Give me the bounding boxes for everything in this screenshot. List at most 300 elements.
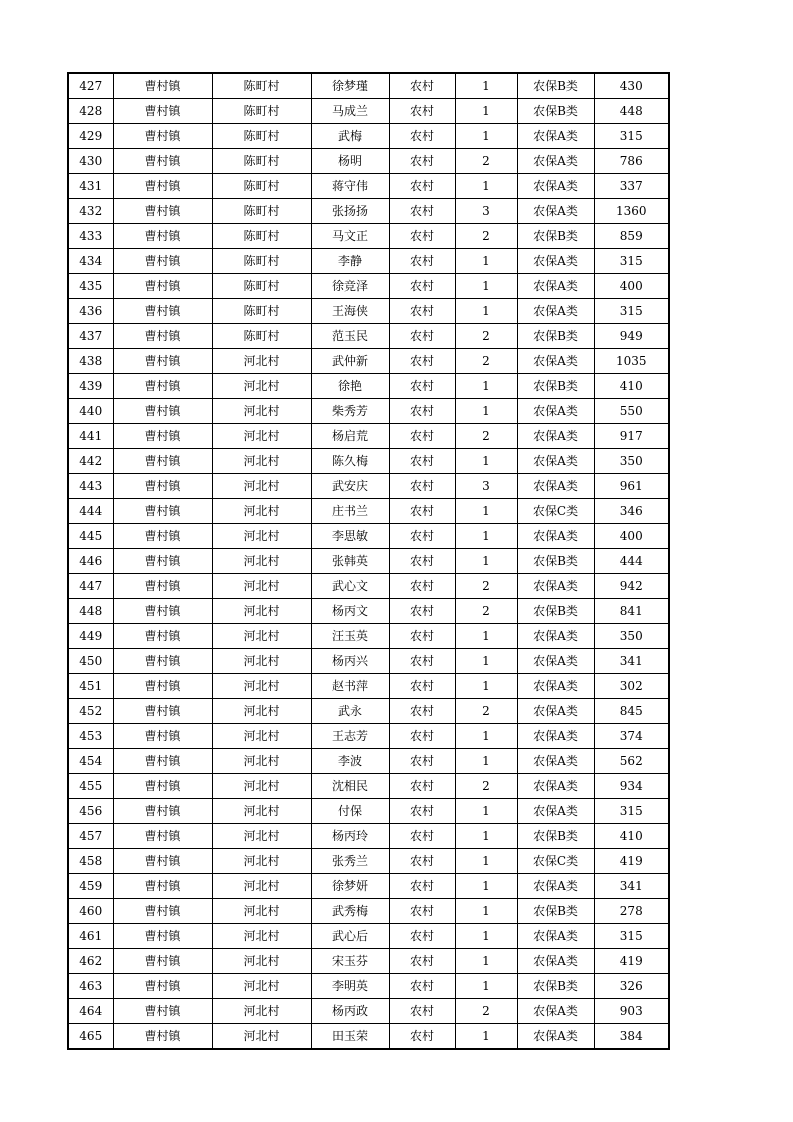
row-number-cell: 443 <box>68 474 113 499</box>
table-row <box>68 299 669 324</box>
town-cell: 曹村镇 <box>113 899 212 924</box>
table-row <box>68 624 669 649</box>
amount-cell: 942 <box>594 574 669 599</box>
town-cell: 曹村镇 <box>113 374 212 399</box>
amount-cell: 430 <box>594 73 669 99</box>
name-cell: 张韩英 <box>311 549 389 574</box>
amount-cell: 841 <box>594 599 669 624</box>
row-number-cell: 446 <box>68 549 113 574</box>
town-cell: 曹村镇 <box>113 849 212 874</box>
area-type-cell: 农村 <box>389 624 455 649</box>
insurance-category-cell: 农保A类 <box>517 124 594 149</box>
name-cell: 李思敏 <box>311 524 389 549</box>
village-cell: 陈町村 <box>212 199 311 224</box>
insurance-category-cell: 农保B类 <box>517 549 594 574</box>
village-cell: 河北村 <box>212 624 311 649</box>
row-number-cell: 457 <box>68 824 113 849</box>
insurance-category-cell: 农保A类 <box>517 474 594 499</box>
village-cell: 河北村 <box>212 774 311 799</box>
table-row <box>68 224 669 249</box>
amount-cell: 400 <box>594 274 669 299</box>
table-row <box>68 674 669 699</box>
table-row <box>68 1024 669 1050</box>
town-cell: 曹村镇 <box>113 524 212 549</box>
name-cell: 武心后 <box>311 924 389 949</box>
village-cell: 河北村 <box>212 799 311 824</box>
area-type-cell: 农村 <box>389 249 455 274</box>
row-number-cell: 444 <box>68 499 113 524</box>
table-row <box>68 424 669 449</box>
table-row <box>68 849 669 874</box>
household-size-cell: 2 <box>455 999 517 1024</box>
village-cell: 陈町村 <box>212 324 311 349</box>
village-cell: 河北村 <box>212 399 311 424</box>
table-row <box>68 73 669 99</box>
household-size-cell: 1 <box>455 724 517 749</box>
town-cell: 曹村镇 <box>113 174 212 199</box>
table-row <box>68 999 669 1024</box>
row-number-cell: 460 <box>68 899 113 924</box>
insurance-category-cell: 农保B类 <box>517 324 594 349</box>
insurance-category-cell: 农保A类 <box>517 649 594 674</box>
area-type-cell: 农村 <box>389 524 455 549</box>
table-row <box>68 549 669 574</box>
insurance-category-cell: 农保A类 <box>517 624 594 649</box>
area-type-cell: 农村 <box>389 474 455 499</box>
town-cell: 曹村镇 <box>113 299 212 324</box>
row-number-cell: 440 <box>68 399 113 424</box>
table-row <box>68 99 669 124</box>
insurance-category-cell: 农保B类 <box>517 73 594 99</box>
area-type-cell: 农村 <box>389 549 455 574</box>
village-cell: 河北村 <box>212 599 311 624</box>
town-cell: 曹村镇 <box>113 449 212 474</box>
insurance-category-cell: 农保A类 <box>517 674 594 699</box>
amount-cell: 410 <box>594 374 669 399</box>
area-type-cell: 农村 <box>389 73 455 99</box>
row-number-cell: 454 <box>68 749 113 774</box>
table-row <box>68 874 669 899</box>
household-size-cell: 2 <box>455 699 517 724</box>
amount-cell: 315 <box>594 924 669 949</box>
town-cell: 曹村镇 <box>113 274 212 299</box>
town-cell: 曹村镇 <box>113 424 212 449</box>
amount-cell: 562 <box>594 749 669 774</box>
name-cell: 杨丙兴 <box>311 649 389 674</box>
area-type-cell: 农村 <box>389 574 455 599</box>
village-cell: 河北村 <box>212 849 311 874</box>
insurance-category-cell: 农保B类 <box>517 99 594 124</box>
town-cell: 曹村镇 <box>113 874 212 899</box>
area-type-cell: 农村 <box>389 724 455 749</box>
row-number-cell: 458 <box>68 849 113 874</box>
insurance-category-cell: 农保A类 <box>517 874 594 899</box>
village-cell: 河北村 <box>212 549 311 574</box>
household-size-cell: 1 <box>455 449 517 474</box>
insurance-category-cell: 农保A类 <box>517 749 594 774</box>
row-number-cell: 441 <box>68 424 113 449</box>
amount-cell: 337 <box>594 174 669 199</box>
village-cell: 陈町村 <box>212 174 311 199</box>
row-number-cell: 463 <box>68 974 113 999</box>
insurance-category-cell: 农保A类 <box>517 299 594 324</box>
table-row <box>68 699 669 724</box>
town-cell: 曹村镇 <box>113 974 212 999</box>
row-number-cell: 465 <box>68 1024 113 1050</box>
table-row <box>68 349 669 374</box>
table-row <box>68 249 669 274</box>
table-row <box>68 499 669 524</box>
insurance-category-cell: 农保A类 <box>517 274 594 299</box>
town-cell: 曹村镇 <box>113 73 212 99</box>
household-size-cell: 1 <box>455 374 517 399</box>
name-cell: 张秀兰 <box>311 849 389 874</box>
area-type-cell: 农村 <box>389 749 455 774</box>
name-cell: 李静 <box>311 249 389 274</box>
amount-cell: 1035 <box>594 349 669 374</box>
area-type-cell: 农村 <box>389 149 455 174</box>
row-number-cell: 432 <box>68 199 113 224</box>
row-number-cell: 430 <box>68 149 113 174</box>
insurance-category-cell: 农保C类 <box>517 499 594 524</box>
amount-cell: 350 <box>594 624 669 649</box>
household-size-cell: 1 <box>455 549 517 574</box>
insurance-category-cell: 农保A类 <box>517 1024 594 1050</box>
insurance-category-cell: 农保A类 <box>517 574 594 599</box>
row-number-cell: 427 <box>68 73 113 99</box>
village-cell: 陈町村 <box>212 124 311 149</box>
area-type-cell: 农村 <box>389 99 455 124</box>
town-cell: 曹村镇 <box>113 824 212 849</box>
village-cell: 河北村 <box>212 474 311 499</box>
amount-cell: 326 <box>594 974 669 999</box>
row-number-cell: 450 <box>68 649 113 674</box>
amount-cell: 786 <box>594 149 669 174</box>
table-row <box>68 649 669 674</box>
household-size-cell: 1 <box>455 924 517 949</box>
name-cell: 武梅 <box>311 124 389 149</box>
household-size-cell: 1 <box>455 174 517 199</box>
name-cell: 宋玉芬 <box>311 949 389 974</box>
town-cell: 曹村镇 <box>113 599 212 624</box>
household-size-cell: 1 <box>455 874 517 899</box>
amount-cell: 315 <box>594 299 669 324</box>
household-size-cell: 1 <box>455 949 517 974</box>
household-size-cell: 1 <box>455 674 517 699</box>
area-type-cell: 农村 <box>389 674 455 699</box>
village-cell: 陈町村 <box>212 299 311 324</box>
amount-cell: 903 <box>594 999 669 1024</box>
village-cell: 河北村 <box>212 674 311 699</box>
insurance-category-cell: 农保A类 <box>517 149 594 174</box>
insurance-category-cell: 农保B类 <box>517 974 594 999</box>
household-size-cell: 1 <box>455 649 517 674</box>
amount-cell: 278 <box>594 899 669 924</box>
amount-cell: 341 <box>594 874 669 899</box>
name-cell: 范玉民 <box>311 324 389 349</box>
table-row <box>68 149 669 174</box>
insurance-category-cell: 农保A类 <box>517 924 594 949</box>
amount-cell: 374 <box>594 724 669 749</box>
household-size-cell: 2 <box>455 149 517 174</box>
household-size-cell: 1 <box>455 849 517 874</box>
area-type-cell: 农村 <box>389 324 455 349</box>
household-size-cell: 1 <box>455 524 517 549</box>
insurance-category-cell: 农保A类 <box>517 999 594 1024</box>
row-number-cell: 448 <box>68 599 113 624</box>
village-cell: 河北村 <box>212 499 311 524</box>
village-cell: 陈町村 <box>212 73 311 99</box>
row-number-cell: 435 <box>68 274 113 299</box>
village-cell: 河北村 <box>212 649 311 674</box>
row-number-cell: 452 <box>68 699 113 724</box>
table-row <box>68 949 669 974</box>
name-cell: 杨启荒 <box>311 424 389 449</box>
village-cell: 陈町村 <box>212 99 311 124</box>
area-type-cell: 农村 <box>389 799 455 824</box>
household-size-cell: 1 <box>455 624 517 649</box>
amount-cell: 419 <box>594 949 669 974</box>
village-cell: 河北村 <box>212 374 311 399</box>
household-size-cell: 1 <box>455 749 517 774</box>
table-row <box>68 574 669 599</box>
area-type-cell: 农村 <box>389 224 455 249</box>
town-cell: 曹村镇 <box>113 749 212 774</box>
town-cell: 曹村镇 <box>113 999 212 1024</box>
town-cell: 曹村镇 <box>113 199 212 224</box>
village-cell: 河北村 <box>212 699 311 724</box>
name-cell: 王志芳 <box>311 724 389 749</box>
household-size-cell: 1 <box>455 73 517 99</box>
insurance-category-cell: 农保A类 <box>517 199 594 224</box>
area-type-cell: 农村 <box>389 699 455 724</box>
area-type-cell: 农村 <box>389 849 455 874</box>
row-number-cell: 456 <box>68 799 113 824</box>
name-cell: 武仲新 <box>311 349 389 374</box>
amount-cell: 315 <box>594 124 669 149</box>
town-cell: 曹村镇 <box>113 399 212 424</box>
town-cell: 曹村镇 <box>113 674 212 699</box>
town-cell: 曹村镇 <box>113 549 212 574</box>
town-cell: 曹村镇 <box>113 149 212 174</box>
name-cell: 武心文 <box>311 574 389 599</box>
town-cell: 曹村镇 <box>113 249 212 274</box>
row-number-cell: 461 <box>68 924 113 949</box>
row-number-cell: 434 <box>68 249 113 274</box>
name-cell: 蒋守伟 <box>311 174 389 199</box>
household-size-cell: 2 <box>455 574 517 599</box>
household-size-cell: 2 <box>455 774 517 799</box>
village-cell: 陈町村 <box>212 274 311 299</box>
name-cell: 陈久梅 <box>311 449 389 474</box>
name-cell: 张扬扬 <box>311 199 389 224</box>
row-number-cell: 433 <box>68 224 113 249</box>
table-row <box>68 199 669 224</box>
village-cell: 河北村 <box>212 574 311 599</box>
village-cell: 陈町村 <box>212 249 311 274</box>
household-size-cell: 1 <box>455 974 517 999</box>
village-cell: 陈町村 <box>212 224 311 249</box>
area-type-cell: 农村 <box>389 824 455 849</box>
table-row <box>68 924 669 949</box>
area-type-cell: 农村 <box>389 974 455 999</box>
household-size-cell: 3 <box>455 199 517 224</box>
insurance-category-cell: 农保B类 <box>517 224 594 249</box>
household-size-cell: 2 <box>455 424 517 449</box>
area-type-cell: 农村 <box>389 199 455 224</box>
insurance-category-cell: 农保A类 <box>517 524 594 549</box>
amount-cell: 550 <box>594 399 669 424</box>
amount-cell: 448 <box>594 99 669 124</box>
village-cell: 河北村 <box>212 749 311 774</box>
name-cell: 武永 <box>311 699 389 724</box>
amount-cell: 315 <box>594 249 669 274</box>
table-row <box>68 899 669 924</box>
village-cell: 河北村 <box>212 924 311 949</box>
amount-cell: 419 <box>594 849 669 874</box>
town-cell: 曹村镇 <box>113 499 212 524</box>
table-row <box>68 449 669 474</box>
name-cell: 马文正 <box>311 224 389 249</box>
village-cell: 河北村 <box>212 899 311 924</box>
amount-cell: 341 <box>594 649 669 674</box>
household-size-cell: 1 <box>455 274 517 299</box>
village-cell: 河北村 <box>212 949 311 974</box>
town-cell: 曹村镇 <box>113 474 212 499</box>
town-cell: 曹村镇 <box>113 924 212 949</box>
village-cell: 河北村 <box>212 449 311 474</box>
row-number-cell: 442 <box>68 449 113 474</box>
household-size-cell: 1 <box>455 824 517 849</box>
name-cell: 徐艳 <box>311 374 389 399</box>
amount-cell: 315 <box>594 799 669 824</box>
area-type-cell: 农村 <box>389 999 455 1024</box>
table-row <box>68 799 669 824</box>
area-type-cell: 农村 <box>389 424 455 449</box>
insurance-category-cell: 农保C类 <box>517 849 594 874</box>
insurance-category-cell: 农保B类 <box>517 374 594 399</box>
row-number-cell: 437 <box>68 324 113 349</box>
table-row <box>68 324 669 349</box>
amount-cell: 350 <box>594 449 669 474</box>
amount-cell: 444 <box>594 549 669 574</box>
village-cell: 河北村 <box>212 974 311 999</box>
name-cell: 沈相民 <box>311 774 389 799</box>
village-cell: 河北村 <box>212 524 311 549</box>
village-cell: 河北村 <box>212 724 311 749</box>
area-type-cell: 农村 <box>389 949 455 974</box>
household-size-cell: 1 <box>455 1024 517 1050</box>
household-size-cell: 2 <box>455 324 517 349</box>
town-cell: 曹村镇 <box>113 324 212 349</box>
household-size-cell: 1 <box>455 799 517 824</box>
name-cell: 庄书兰 <box>311 499 389 524</box>
amount-cell: 917 <box>594 424 669 449</box>
area-type-cell: 农村 <box>389 649 455 674</box>
household-size-cell: 1 <box>455 299 517 324</box>
table-row <box>68 749 669 774</box>
row-number-cell: 459 <box>68 874 113 899</box>
town-cell: 曹村镇 <box>113 124 212 149</box>
household-size-cell: 1 <box>455 124 517 149</box>
village-cell: 河北村 <box>212 874 311 899</box>
table-row <box>68 374 669 399</box>
table-body <box>68 73 669 1049</box>
amount-cell: 302 <box>594 674 669 699</box>
row-number-cell: 451 <box>68 674 113 699</box>
area-type-cell: 农村 <box>389 899 455 924</box>
row-number-cell: 438 <box>68 349 113 374</box>
area-type-cell: 农村 <box>389 874 455 899</box>
name-cell: 武安庆 <box>311 474 389 499</box>
row-number-cell: 431 <box>68 174 113 199</box>
name-cell: 赵书萍 <box>311 674 389 699</box>
row-number-cell: 462 <box>68 949 113 974</box>
table-row <box>68 599 669 624</box>
name-cell: 马成兰 <box>311 99 389 124</box>
town-cell: 曹村镇 <box>113 574 212 599</box>
name-cell: 杨丙政 <box>311 999 389 1024</box>
row-number-cell: 447 <box>68 574 113 599</box>
insurance-category-cell: 农保B类 <box>517 899 594 924</box>
assistance-table <box>67 72 670 1050</box>
town-cell: 曹村镇 <box>113 799 212 824</box>
amount-cell: 346 <box>594 499 669 524</box>
amount-cell: 934 <box>594 774 669 799</box>
name-cell: 李明英 <box>311 974 389 999</box>
amount-cell: 859 <box>594 224 669 249</box>
name-cell: 田玉荣 <box>311 1024 389 1050</box>
area-type-cell: 农村 <box>389 924 455 949</box>
table-row <box>68 274 669 299</box>
household-size-cell: 1 <box>455 249 517 274</box>
area-type-cell: 农村 <box>389 774 455 799</box>
household-size-cell: 2 <box>455 224 517 249</box>
amount-cell: 949 <box>594 324 669 349</box>
household-size-cell: 1 <box>455 899 517 924</box>
table-row <box>68 524 669 549</box>
insurance-category-cell: 农保A类 <box>517 249 594 274</box>
table-row <box>68 124 669 149</box>
insurance-category-cell: 农保A类 <box>517 424 594 449</box>
name-cell: 王海侠 <box>311 299 389 324</box>
area-type-cell: 农村 <box>389 374 455 399</box>
household-size-cell: 3 <box>455 474 517 499</box>
town-cell: 曹村镇 <box>113 774 212 799</box>
row-number-cell: 464 <box>68 999 113 1024</box>
area-type-cell: 农村 <box>389 399 455 424</box>
row-number-cell: 453 <box>68 724 113 749</box>
town-cell: 曹村镇 <box>113 724 212 749</box>
village-cell: 河北村 <box>212 424 311 449</box>
row-number-cell: 439 <box>68 374 113 399</box>
table-row <box>68 774 669 799</box>
row-number-cell: 455 <box>68 774 113 799</box>
village-cell: 河北村 <box>212 1024 311 1050</box>
name-cell: 武秀梅 <box>311 899 389 924</box>
area-type-cell: 农村 <box>389 299 455 324</box>
table-row <box>68 474 669 499</box>
area-type-cell: 农村 <box>389 449 455 474</box>
name-cell: 付保 <box>311 799 389 824</box>
insurance-category-cell: 农保A类 <box>517 349 594 374</box>
area-type-cell: 农村 <box>389 124 455 149</box>
area-type-cell: 农村 <box>389 1024 455 1050</box>
village-cell: 河北村 <box>212 349 311 374</box>
village-cell: 陈町村 <box>212 149 311 174</box>
row-number-cell: 428 <box>68 99 113 124</box>
name-cell: 徐竞泽 <box>311 274 389 299</box>
